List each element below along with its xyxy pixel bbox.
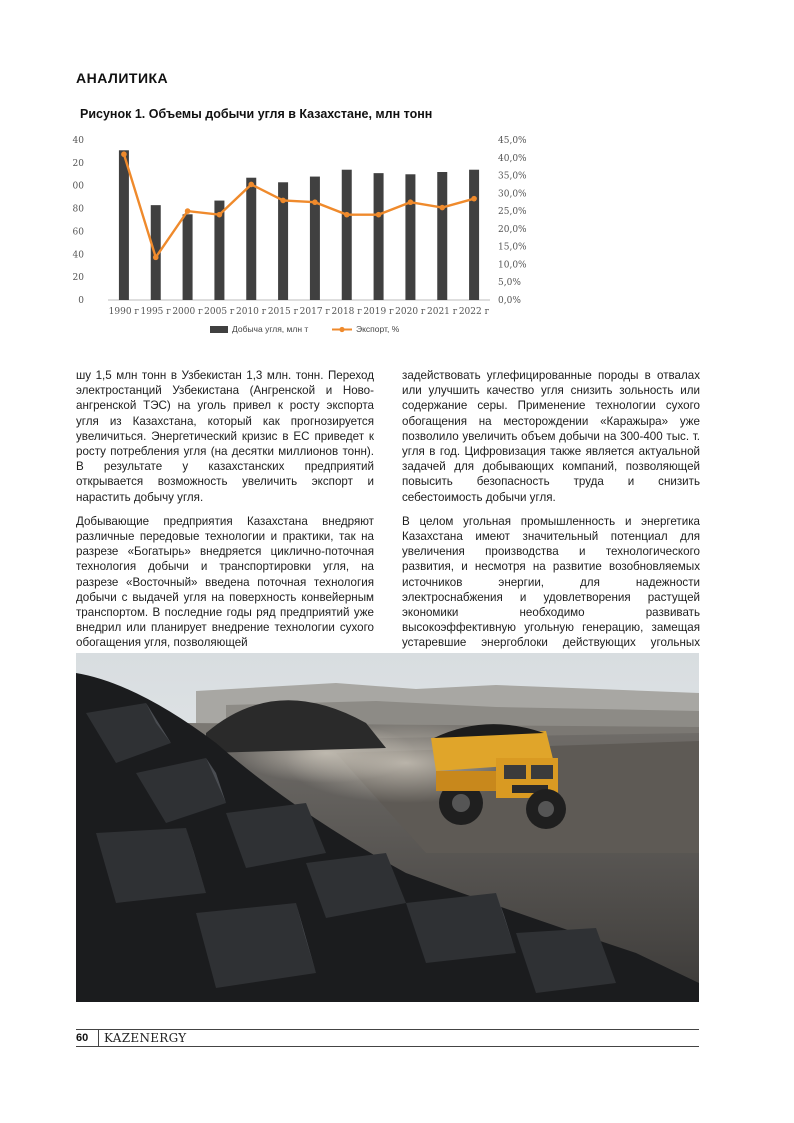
category-label: 2015 г bbox=[267, 307, 299, 317]
left-tick-label: 40 bbox=[72, 250, 84, 261]
coal-mine-illustration bbox=[76, 653, 699, 1002]
bar bbox=[246, 178, 256, 300]
export-point bbox=[248, 182, 254, 188]
bar bbox=[310, 177, 320, 300]
left-tick-label: 20 bbox=[72, 273, 84, 284]
category-label: 2021 г bbox=[427, 307, 458, 317]
right-tick-label: 15,0% bbox=[498, 242, 527, 253]
coal-production-chart bbox=[70, 128, 530, 346]
bar bbox=[405, 174, 415, 300]
export-point bbox=[121, 151, 127, 157]
right-tick-label: 40,0% bbox=[498, 153, 527, 164]
text-column-right bbox=[402, 368, 700, 675]
export-point bbox=[376, 212, 382, 218]
paragraph: шу 1,5 млн тонн в Узбекистан 1,3 млн. тонн. Переход электростанций Узбекистана (Ангренской и Ново-ангренской ТЭС) на уголь привел к росту экспорта угля из Казахстана, который как прогнозируется увеличиться. Энергетический кризис в ЕС приведет к росту потребления угля (на десятки миллионов тонн). В результате у казахстанских предприятий открывается возможность увеличить экспорт и нарастить добычу угля. bbox=[76, 369, 374, 504]
bar bbox=[183, 214, 193, 300]
category-label: 2005 г bbox=[204, 307, 235, 317]
left-tick-label: 20 bbox=[72, 158, 84, 169]
category-label: 2022 г bbox=[458, 307, 490, 317]
category-label: 2019 г bbox=[363, 307, 394, 317]
left-tick-label: 00 bbox=[72, 181, 84, 192]
right-tick-label: 25,0% bbox=[498, 207, 527, 218]
category-label: 2017 г bbox=[299, 307, 331, 317]
export-point bbox=[312, 199, 318, 205]
paragraph: В целом угольная промышленность и энергетика Казахстана имеют значительный потенциал для увеличения производства и технологического развития, и несмотря на развитие возобновляемых источников энергии, для надежности электроснабжения и удовлетворения растущей экономики необходимо развивать высокоэффективную угольную генерацию, замещая устаревшие энергоблоки действующих угольных bbox=[402, 514, 700, 650]
legend-swatch-bar bbox=[210, 326, 228, 333]
bar bbox=[374, 173, 384, 300]
category-label: 2020 г bbox=[395, 307, 426, 317]
category-label: 1995 г bbox=[140, 307, 171, 317]
left-tick-label: 40 bbox=[72, 136, 84, 146]
text-column-left bbox=[76, 368, 374, 660]
category-label: 2018 г bbox=[331, 307, 362, 317]
right-tick-label: 20,0% bbox=[498, 224, 527, 235]
bar bbox=[119, 150, 129, 300]
right-tick-label: 10,0% bbox=[498, 260, 527, 271]
bar bbox=[342, 170, 352, 300]
right-tick-label: 35,0% bbox=[498, 171, 527, 182]
export-point bbox=[153, 255, 159, 261]
category-label: 2000 г bbox=[172, 307, 203, 317]
paragraph: задействовать углефицированные породы в отвалах или улучшить качество угля снизить зольность или содержание серы. Применение технологии сухого обогащения на месторождении «Каражыра» уже позволило увеличить объем добычи на 300-400 тыс. т. угля в год. Цифровизация также является актуальной задачей для добывающих компаний, позволяющей повысить безопасность труда и снизить себестоимость добычи угля. bbox=[402, 369, 700, 504]
export-point bbox=[217, 212, 223, 218]
category-label: 2010 г bbox=[236, 307, 267, 317]
right-tick-label: 0,0% bbox=[498, 296, 521, 306]
category-label: 1990 г bbox=[108, 307, 140, 317]
export-point bbox=[408, 199, 414, 205]
coal-mine-photo bbox=[76, 653, 699, 1002]
right-tick-label: 30,0% bbox=[498, 189, 527, 200]
section-title: АНАЛИТИКА bbox=[76, 70, 169, 86]
export-point bbox=[185, 208, 191, 214]
left-tick-label: 60 bbox=[72, 227, 84, 238]
export-point bbox=[280, 198, 286, 204]
publication-name: KAZENERGY bbox=[104, 1031, 187, 1045]
legend-label-line: Экспорт, % bbox=[356, 324, 400, 334]
paragraph: Добывающие предприятия Казахстана внедряют различные передовые технологии и практики, так на разрезе «Богатырь» внедряется циклично-поточная технология добычи и транспортировки угля, на разрезе «Восточный» введена поточная технология добычи с выдачей угля на поверхность конвейерным транспортом. В последние годы ряд предприятий уже внедрил или планирует внедрение технологии сухого обогащения угля, позволяющей bbox=[76, 514, 374, 650]
figure-title: Рисунок 1. Объемы добычи угля в Казахстане, млн тонн bbox=[80, 107, 433, 121]
left-tick-label: 0 bbox=[78, 296, 84, 306]
bar bbox=[469, 170, 479, 300]
right-tick-label: 5,0% bbox=[498, 278, 521, 289]
page-number: 60 bbox=[76, 1030, 99, 1046]
left-tick-label: 80 bbox=[72, 204, 84, 215]
right-tick-label: 45,0% bbox=[498, 136, 527, 146]
export-point bbox=[471, 196, 477, 202]
footer-rule bbox=[76, 1046, 699, 1047]
legend-swatch-marker bbox=[339, 327, 344, 332]
export-point bbox=[344, 212, 350, 218]
bar bbox=[437, 172, 447, 300]
export-line bbox=[124, 154, 474, 257]
legend-label-bar: Добыча угля, млн т bbox=[232, 324, 309, 334]
export-point bbox=[439, 205, 445, 211]
